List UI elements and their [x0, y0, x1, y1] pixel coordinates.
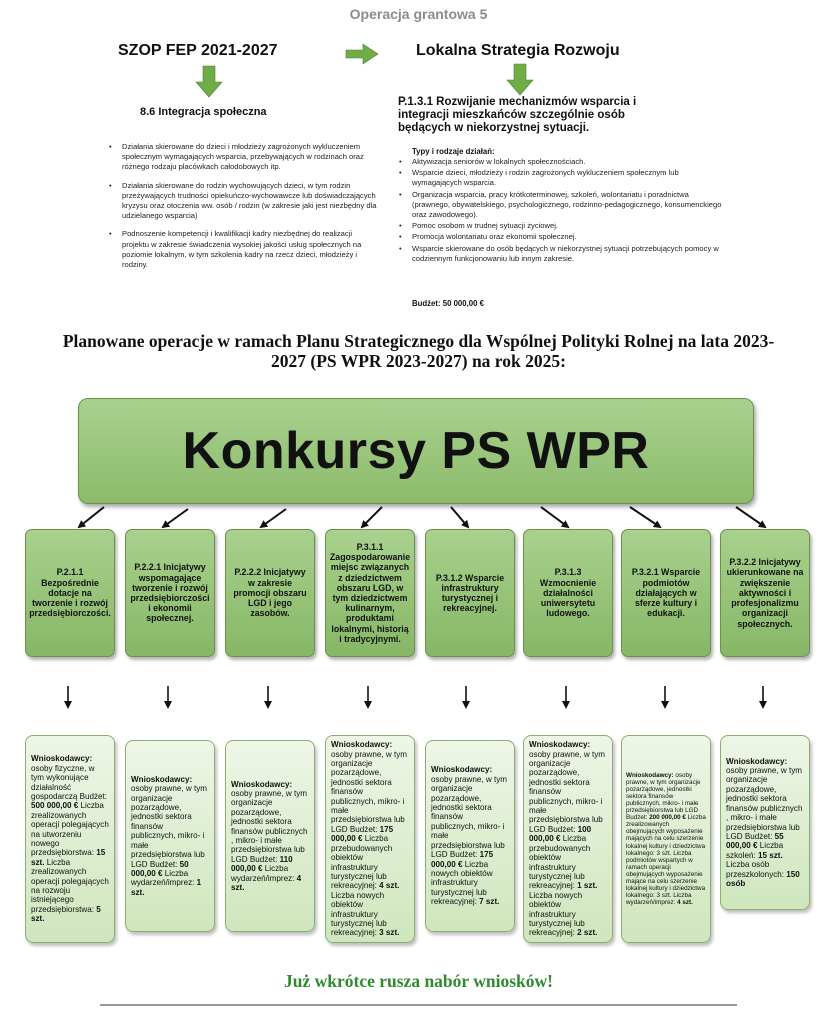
budget-text: Budżet: 50 000,00 € [412, 299, 484, 308]
connector-arrow [261, 509, 286, 527]
applicants-label: Wnioskodawcy: [131, 774, 193, 784]
list-item: • Wsparcie skierowane do osób będących w niekorzystnej sytuacji potrzebujących pomocy w codziennym funkcjonowaniu lub innym zakresie. [398, 244, 728, 264]
category-label: P.3.1.3 Wzmocnienie działalności uniwersytetu ludowego. [539, 567, 597, 619]
detail-value: 55 000,00 € [726, 831, 784, 851]
detail-value: 2 szt. [577, 928, 598, 938]
plan-heading: Planowane operacje w ramach Planu Strategicznego dla Wspólnej Polityki Rolnej na lata 2023-2027 (PS WPR 2023-2027) na rok 2025: [62, 331, 775, 371]
right-subheading: P.1.3.1 Rozwijanie mechanizmów wsparcia i integracji mieszkańców szczególnie osób będących w niekorzystnej sytuacji. [398, 96, 637, 134]
list-item: • Działania skierowane do rodzin wychowujących dzieci, w tym rodzin przeżywających trudności opiekuńczo-wychowawcze lub doświadczających kryzysu oraz otoczenia ww. osób / rodzin (w zakresie jaki jest niezbędny dla udzielanego wsparcia) [108, 181, 378, 222]
footer-divider [100, 1004, 737, 1006]
connector-arrow [79, 507, 104, 527]
detail-value: 4 szt. [677, 899, 693, 907]
category-label: P.3.2.2 Inicjatywy ukierunkowane na zwiększenie aktywności i profesjonalizmu organizacji społecznych. [726, 557, 804, 629]
detail-value: 1 szt. [131, 878, 202, 897]
applicants-label: Wnioskodawcy: [331, 740, 393, 750]
detail-value: 15 szt. [31, 848, 106, 867]
detail-value: 3 szt. [379, 928, 400, 938]
detail-value: 5 szt. [31, 904, 101, 924]
detail-value: 175 000,00 € [431, 850, 494, 869]
connector-arrow [630, 507, 660, 527]
category-label: P.3.1.2 Wsparcie infrastruktury turystycznej i rekreacyjnej. [435, 572, 505, 614]
category-label: P.3.2.1 Wsparcie podmiotów działających w sferze kultury i edukacji. [631, 567, 701, 619]
detail-box [621, 735, 711, 943]
category-box [523, 529, 613, 657]
left-heading: SZOP FEP 2021-2027 [118, 42, 278, 59]
applicants-label: Wnioskodawcy: [529, 740, 591, 750]
connector-arrow [163, 509, 188, 527]
list-item: • Organizacja wsparcia, pracy krótkoterminowej, szkoleń, wolontariatu i poradnictwa (prawnego, obywatelskiego, psychologicznego, rodzinno-pedagogicznego, konsumenckiego oraz zawodowego). [398, 190, 728, 221]
detail-text: Wnioskodawcy: osoby fizyczne, w tym wykonujące działalność gospodarczą Budżet: 500 000,00 € Liczba zrealizowanych operacji polegających na utworzeniu nowego przedsiębiorstwa: 15 szt. Liczba zrealizowanych operacji polegających na rozwoju istniejącego przedsiębiorstwa: 5 szt. [31, 754, 109, 924]
applicants-label: Wnioskodawcy: [231, 779, 293, 789]
detail-text: Wnioskodawcy: osoby prawne, w tym organizacje pozarządowe, jednostki sektora finansów publicznych, mikro- i małe przedsiębiorstwa lub LGD Budżet: 50 000,00 € Liczba wydarzeń/imprez: 1 szt. [131, 774, 208, 897]
detail-value: 200 000,00 € [649, 814, 686, 822]
detail-text: Wnioskodawcy: osoby prawne, w tym organizacje pozarządowe, jednostki sektora finansów publicznych, mikro- i małe przedsiębiorstwa lub LGD Budżet: 175 000,00 € Liczba przebudowanych obiektów infrastruktury turystycznej lub rekreacyjnej: 4 szt. Liczba nowych obiektów infrastruktury turystycznej lub rekreacyjnej: 3 szt. [331, 740, 408, 938]
detail-text: Wnioskodawcy: osoby prawne, w tym organizacje pozarządowe, jednostki sektora finansów publicznych, mikro- i małe przedsiębiorstwa lub LGD Budżet: 200 000,00 € Liczba zrealizowanych obejmujących wyposażenie mających na celu szerzenie lokalnej kultury i dziedzictwa lokalnego: 3 szt. Liczba podmiotów wspartych w ramach operacji obejmujących wyposażenie mające na celu szerzenie lokalnej kultury i dziedzictwa lokalnego: 3 szt. Liczba wydarzeń/imprez: 4 szt. [626, 771, 706, 907]
detail-box [225, 740, 315, 932]
applicants-label: Wnioskodawcy: [431, 765, 493, 775]
detail-value: 175 000,00 € [331, 824, 394, 844]
page-title: Operacja grantowa 5 [349, 6, 488, 22]
footer-announcement: Już wkrótce rusza nabór wniosków! [284, 971, 553, 991]
down-arrow-icon [196, 66, 222, 97]
applicants-label: Wnioskodawcy: [31, 754, 93, 764]
connector-arrow [362, 507, 382, 527]
detail-value: 4 szt. [379, 881, 400, 891]
detail-box [523, 735, 613, 943]
right-bullet-list [398, 157, 728, 265]
detail-value: 110 000,00 € [231, 854, 293, 874]
list-item: • Pomoc osobom w trudnej sytuacji życiowej. [398, 221, 728, 231]
detail-text: Wnioskodawcy: osoby prawne, w tym organizacje pozarządowe, jednostki sektora finansów publicznych , mikro- i małe przedsiębiorstwa lub LGD Budżet: 110 000,00 € Liczba wydarzeń/imprez: 4 szt. [231, 779, 308, 893]
applicants-label: Wnioskodawcy: [626, 771, 674, 779]
list-item: • Podnoszenie kompetencji i kwalifikacji kadry niezbędnej do realizacji projektu w zakresie świadczenia wysokiej jakości usług społecznych na poziomie lokalnym, w tym szkolenia kadry na rzecz dzieci, młodzieży i rodziny. [108, 229, 378, 270]
detail-value: 4 szt. [231, 873, 302, 893]
applicants-label: Wnioskodawcy: [726, 756, 788, 766]
right-heading: Lokalna Strategia Rozwoju [416, 42, 620, 59]
detail-box [325, 735, 415, 943]
right-arrow-icon [346, 44, 378, 64]
category-box [425, 529, 515, 657]
category-box [125, 529, 215, 657]
connector-arrow [736, 507, 765, 527]
list-item: • Działania skierowane do dzieci i młodzieży zagrożonych wykluczeniem społecznym wymagających wsparcia, przebywających w rodzinach oraz różnego rodzaju placówkach całodobowych itp. [108, 142, 378, 173]
list-item: • Wsparcie dzieci, młodzieży i rodzin zagrożonych wykluczeniem społecznym lub wymagających wsparcia. [398, 168, 728, 188]
category-box [621, 529, 711, 657]
connector-arrow [541, 507, 568, 527]
list-item: • Promocja wolontariatu oraz ekonomii społecznej. [398, 232, 728, 242]
category-label: P.3.1.1 Zagospodarowanie miejsc związanych z dziedzictwem obszaru LGD, w tym dziedzictwem kulinarnym, produktami lokalnymi, historią i tradycyjnymi. [329, 541, 411, 644]
detail-value: 50 000,00 € [131, 859, 189, 878]
detail-value: 1 szt. [577, 881, 598, 891]
list-item: • Aktywizacja seniorów w lokalnych społecznościach. [398, 157, 728, 167]
detail-text: Wnioskodawcy: osoby prawne, w tym organizacje pozarządowe, jednostki sektora finansów publicznych, mikro- i małe przedsiębiorstwa lub LGD Budżet: 100 000,00 € Liczba przebudowanych obiektów infrastruktury turystycznej lub rekreacyjnej: 1 szt. Liczba nowych obiektów infrastruktury turystycznej lub rekreacyjnej: 2 szt. [529, 740, 606, 938]
detail-box [720, 735, 810, 910]
contest-title: Konkursy PS WPR [182, 422, 650, 480]
category-box [720, 529, 810, 657]
detail-value: 15 szt. [757, 850, 783, 860]
detail-box [425, 740, 515, 932]
category-box [325, 529, 415, 657]
detail-value: 7 szt. [479, 897, 500, 907]
detail-text: Wnioskodawcy: osoby prawne, w tym organizacje pozarządowe, jednostki sektora finansów publicznych, mikro- i małe przedsiębiorstwa lub LGD Budżet: 175 000,00 € Liczba nowych obiektów infrastruktury turystycznej lub rekreacyjnej: 7 szt. [431, 765, 508, 907]
category-label: P.2.2.1 Inicjatywy wspomagające tworzenie i rozwój przedsiębiorczości i ekonomii społecznej. [130, 562, 210, 624]
detail-value: 150 osób [726, 869, 800, 888]
contest-banner [78, 398, 754, 504]
left-subheading: 8.6 Integracja społeczna [140, 106, 267, 118]
detail-value: 500 000,00 € [31, 801, 79, 811]
detail-box [125, 740, 215, 932]
types-title: Typy i rodzaje działań: [412, 147, 495, 156]
detail-box [25, 735, 115, 943]
left-bullet-list [108, 142, 378, 278]
down-arrow-icon [507, 64, 533, 95]
category-box [25, 529, 115, 657]
connector-arrow [451, 507, 468, 527]
detail-value: 100 000,00 € [529, 824, 592, 844]
category-label: P.2.2.2 Inicjatywy w zakresie promocji obszaru LGD i jego zasobów. [233, 567, 307, 619]
detail-text: Wnioskodawcy: osoby prawne, w tym organizacje pozarządowe, jednostki sektora finansów publicznych , mikro- i małe przedsiębiorstwa lub LGD Budżet: 55 000,00 € Liczba szkoleń: 15 szt. Liczba osób przeszkolonych: 150 osób [726, 756, 803, 888]
category-box [225, 529, 315, 657]
category-label: P.2.1.1 Bezpośrednie dotacje na tworzenie i rozwój przedsiębiorczości. [29, 567, 111, 619]
